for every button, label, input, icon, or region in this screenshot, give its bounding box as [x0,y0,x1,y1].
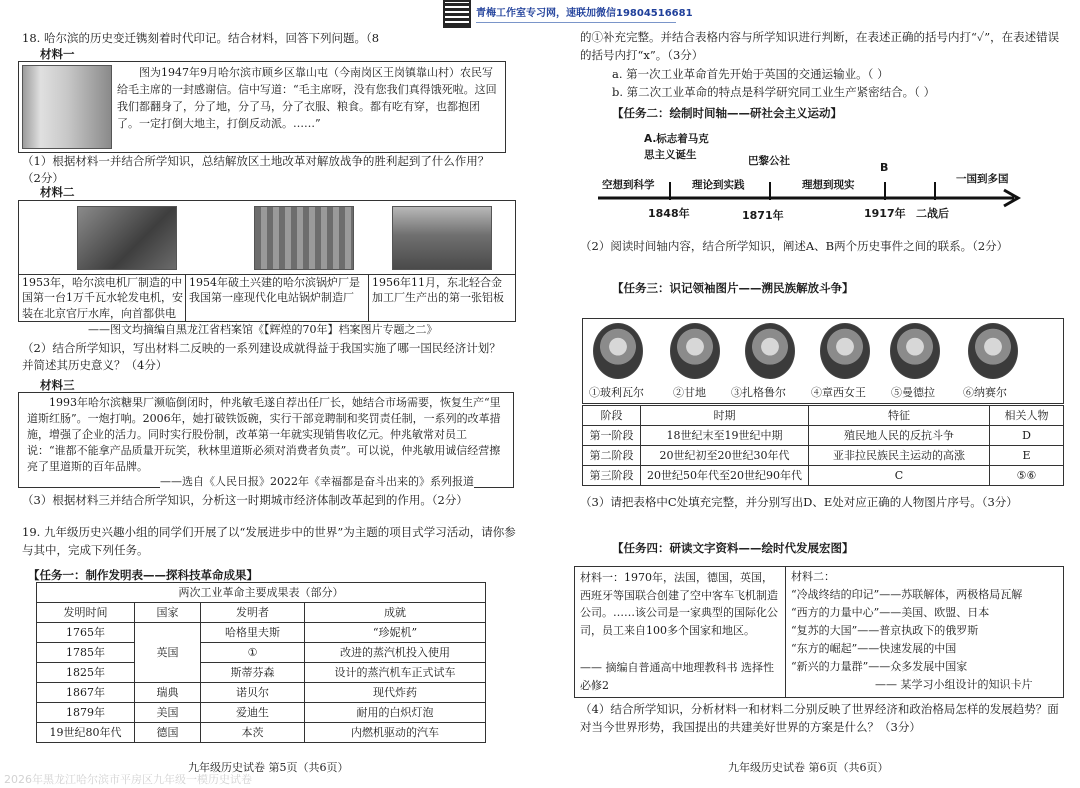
table-cell: C [809,466,990,486]
table-cell: 20世纪50年代至20世纪90年代 [641,466,809,486]
table-cell: 1879年 [37,703,135,723]
stage-theory-to-practice: 理论到实践 [692,179,745,191]
statement-a: a. 第一次工业革命首先开始于英国的交通运输业。（ ） [612,67,889,81]
stages-header-feature: 特征 [809,406,990,426]
table-cell: 第一阶段 [583,426,641,446]
portrait-zaghloul [745,323,795,379]
header-country: 国家 [135,603,201,623]
portrait-nasser [968,323,1018,379]
task1-title: 【任务一：制作发明表——探科技革命成果】 [28,568,258,582]
portrait-mandela [890,323,940,379]
table-cell: 设计的蒸汽机车正式试车 [305,663,486,683]
letter-photo [22,65,112,149]
leader-name-2: ②甘地 [673,386,706,399]
material2-line-2: “西方的力量中心”——美国、欧盟、日本 [791,606,990,619]
material1-text: 图为1947年9月哈尔滨市顾乡区靠山屯（今南岗区王岗镇靠山村）农民写给毛主席的一封感谢信。信中写道：“毛主席呀，没有您我们真得饿死啦。这回我们都翻身了，分了地，分了马，分了衣服、粮食。都有吃有穿，也都抱团了。一定打倒大地主，打倒反动派。……” [117,66,497,131]
leader-name-4: ④章西女王 [811,386,866,399]
material3-text: 1993年哈尔滨糖果厂濒临倒闭时，仲兆敏毛遂自荐出任厂长，她结合市场需要，恢复生产“里道斯红肠”。一炮打响。2006年，她打破铁饭碗，实行干部竞聘制和奖罚责任制，一系列的改革措施，增强了企业的活力。同时实行股份制，改革第一年就实现销售收亿元。仲兆敏常对员工说：“谁都不能拿产品质量开玩笑，秋林里道斯必须对消费者负责”。可以说，仲兆敏用诚信经营擦亮了里道斯的百年品牌。 [27,396,501,473]
portrait-bolivar [593,323,643,379]
materials-box [574,566,1064,698]
inventions-table-title: 两次工业革命主要成果表（部分） [37,583,486,603]
table-cell: 18世纪末至19世纪中期 [641,426,809,446]
timeline [590,130,1030,226]
material3-source: ——选自《人民日报》2022年《幸福都是奋斗出来的》系列报道 [160,474,474,490]
q18-question1: （1）根据材料一并结合所学知识，总结解放区土地改革对解放战争的胜利起到了什么作用？（2分） [22,154,490,186]
generator-photo [77,206,177,270]
task4-question: （4）结合所学知识，分析材料一和材料二分别反映了世界经济和政治格局怎样的发展趋势？面对当今世界形势，我国提出的共建美好世界的方案是什么？（3分） [580,702,1059,735]
table-cell: 爱迪生 [201,703,305,723]
boiler-factory-photo [254,206,354,270]
task3-title: 【任务三：识记领袖图片——溯民族解放斗争】 [612,281,854,295]
inventions-table [36,582,486,743]
caption-divider-2 [185,274,186,321]
stages-table [582,405,1064,486]
right-footer: 九年级历史试卷 第6页（共6页） [728,761,889,774]
stage-one-to-many: 一国到多国 [956,173,1009,185]
table-cell: 改进的蒸汽机投入使用 [305,643,486,663]
header-rule [476,22,676,23]
header-banner: 青梅工作室专习网，速联加微信19804516681 [476,8,693,19]
portrait-rani-jhansi [820,323,870,379]
q19-intro: 19. 九年级历史兴趣小组的同学们开展了以“发展进步中的世界”为主题的项目式学习活动，请你参与其中，完成下列任务。 [22,525,516,558]
table-cell: “珍妮机” [305,623,486,643]
table-cell: 诺贝尔 [201,683,305,703]
statement-b: b. 第二次工业革命的特点是科学研究同工业生产紧密结合。（ ） [612,85,936,99]
stages-header-people: 相关人物 [990,406,1064,426]
header-time: 发明时间 [37,603,135,623]
q19-continued: 的①补充完整。并结合表格内容与所学知识进行判断，在表述正确的括号内打“✓”，在表述错误的括号内打“x”。（3分） [580,30,1060,63]
task4-title: 【任务四：研读文字资料——绘时代发展宏图】 [612,541,854,555]
timeline-paris-commune: 巴黎公社 [748,155,790,167]
table-cell: 内燃机驱动的汽车 [305,723,486,743]
stage-ideal-to-reality: 理想到现实 [802,179,855,191]
material2-line-3: “复苏的大国”——普京执政下的俄罗斯 [791,624,979,637]
leader-name-5: ⑤曼德拉 [891,386,935,399]
material2-line-1: “冷战终结的印记”——苏联解体，两极格局瓦解 [791,588,1023,601]
stages-question: （3）请把表格中C处填充完整，并分别写出D、E处对应正确的人物图片序号。（3分） [580,495,1018,509]
material1-label: 材料一 [40,47,75,61]
material1-source-r: —— 摘编自普通高中地理教科书 选择性必修2 [580,661,774,692]
table-cell: 第三阶段 [583,466,641,486]
left-footer: 九年级历史试卷 第5页（共6页） [188,761,349,774]
table-cell-uk: 英国 [135,623,201,683]
material2-line-4: “东方的崛起”——快速发展的中国 [791,642,957,655]
table-cell: 瑞典 [135,683,201,703]
q18-intro: 18. 哈尔滨的历史变迁镌刻着时代印记。结合材料，回答下列问题。（8 [22,31,380,45]
header-achievement: 成就 [305,603,486,623]
year-1848: 1848年 [648,207,690,220]
watermark: 2026年黑龙江哈尔滨市平房区九年级一模历史试卷 [4,773,252,786]
table-cell: ⑤⑥ [990,466,1064,486]
table-cell-blank: ① [201,643,305,663]
table-cell: 亚非拉民族民主运动的高涨 [809,446,990,466]
material2-source: —— 某学习小组设计的知识卡片 [875,678,1033,691]
q18-question2: （2）结合所学知识，写出材料二反映的一系列建设成就得益于我国实施了哪一国民经济计划？并简述其历史意义？（4分） [22,341,501,373]
table-cell: E [990,446,1064,466]
caption-generator: 1953年，哈尔滨电机厂制造的中国第一台1万千瓦水轮发电机，安装在北京官厅水库，向首都供电 [22,276,183,320]
table-cell: 德国 [135,723,201,743]
caption-divider-3 [368,274,369,321]
material2-label: 材料二 [40,185,75,199]
year-1871: 1871年 [742,209,784,222]
stage-utopia-to-science: 空想到科学 [602,179,655,191]
table-cell: 1867年 [37,683,135,703]
q18-question3: （3）根据材料三并结合所学知识，分析这一时期城市经济体制改革起到的作用。（2分） [22,493,468,507]
table-cell: 殖民地人民的反抗斗争 [809,426,990,446]
table-cell: 1765年 [37,623,135,643]
table-cell: 哈格里夫斯 [201,623,305,643]
material1-text-r: 材料一：1970年，法国，德国，英国，西班牙等国联合创建了空中客车飞机制造公司。……该公司是一家典型的国际化公司，员工来自100多个国家和地区。 [580,571,778,637]
leader-name-3: ③扎格鲁尔 [731,386,786,399]
material1-box [18,61,506,153]
material2-title: 材料二： [791,570,835,583]
table-cell: 1825年 [37,663,135,683]
leaders-box [582,318,1064,404]
timeline-a-label: A.标志着马克 思主义诞生 [644,133,709,161]
table-cell: 第二阶段 [583,446,641,466]
task2-title: 【任务二：绘制时间轴——研社会主义运动】 [612,106,842,120]
year-1917: 1917年 [864,207,906,220]
leader-name-6: ⑥纳赛尔 [963,386,1007,399]
qr-code [443,0,471,28]
portrait-gandhi [670,323,720,379]
material2-source: ——图文均摘编自黑龙江省档案馆《【辉煌的70年】档案图片专题之二》 [88,323,438,336]
material3-label: 材料三 [40,378,75,392]
stages-header-period: 时期 [641,406,809,426]
table-cell: 美国 [135,703,201,723]
timeline-question: （2）阅读时间轴内容，结合所学知识，阐述A、B两个历史事件之间的联系。（2分） [580,239,1009,253]
material2-box [18,200,516,322]
aluminum-plant-photo [392,206,492,270]
table-cell: 现代炸药 [305,683,486,703]
table-cell: 斯蒂芬森 [201,663,305,683]
table-cell: 1785年 [37,643,135,663]
caption-aluminum: 1956年11月，东北轻合金加工厂生产出的第一张铝板 [372,276,504,305]
year-post-ww2: 二战后 [916,207,949,220]
header-inventor: 发明者 [201,603,305,623]
timeline-b-label: B [880,161,889,174]
caption-boiler: 1954年破土兴建的哈尔滨锅炉厂是我国第一座现代化电站锅炉制造厂 [189,276,360,305]
leader-name-1: ①玻利瓦尔 [589,386,644,399]
stages-header-stage: 阶段 [583,406,641,426]
materials-divider [785,567,786,697]
table-cell: 19世纪80年代 [37,723,135,743]
table-cell: D [990,426,1064,446]
table-cell: 本茨 [201,723,305,743]
table-cell: 20世纪初至20世纪30年代 [641,446,809,466]
table-cell: 耐用的白炽灯泡 [305,703,486,723]
material2-line-5: “新兴的力量群”——众多发展中国家 [791,660,968,673]
